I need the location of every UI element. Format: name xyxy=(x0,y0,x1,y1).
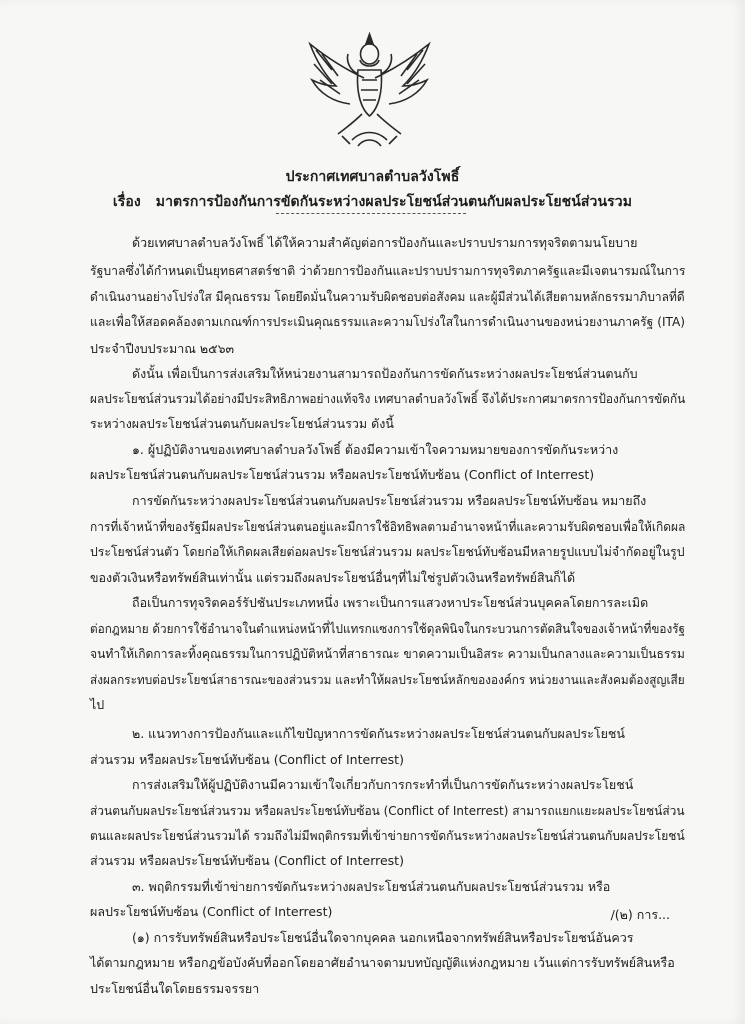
body-line: (๑) การรับทรัพย์สินหรือประโยชน์อื่นใดจากบุคคล นอกเหนือจากทรัพย์สินหรือประโยชน์อันควร xyxy=(132,930,634,945)
body-line: จนทำให้เกิดการละทิ้งคุณธรรมในการปฏิบัติหน้าที่สาธารณะ ขาดความเป็นอิสระ ความเป็นกลางและความเป็นธรรม xyxy=(90,646,685,661)
body-line: ๑. ผู้ปฏิบัติงานของเทศบาลตำบลวังโพธิ์ ต้องมีความเข้าใจความหมายของการขัดกันระหว่าง xyxy=(132,442,619,457)
body-line: ดำเนินงานอย่างโปร่งใส มีคุณธรรม โดยยึดมั่นในความรับผิดชอบต่อสังคม และผู้มีส่วนได้เสียตามหลักธรรมาภิบาลที่ดี xyxy=(90,289,685,304)
body-line: ประโยชน์อื่นใดโดยธรรมจรรยา xyxy=(90,981,260,996)
body-line: ได้ตามกฎหมาย หรือกฎข้อบังคับที่ออกโดยอาศัยอำนาจตามบทบัญญัติแห่งกฎหมาย เว้นแต่การรับทรัพย์สินหรือ xyxy=(90,955,675,970)
body-line: ด้วยเทศบาลตำบลวังโพธิ์ ได้ให้ความสำคัญต่อการป้องกันและปราบปรามการทุจริตตามนโยบาย xyxy=(132,235,638,250)
body-line: ถือเป็นการทุจริตคอร์รัปชันประเภทหนึ่ง เพราะเป็นการแสวงหาประโยชน์ส่วนบุคคลโดยการละเมิด xyxy=(132,595,649,610)
garuda-emblem-icon xyxy=(302,30,437,148)
body-line: ๒. แนวทางการป้องกันและแก้ไขปัญหาการขัดกันระหว่างผลประโยชน์ส่วนตนกับผลประโยชน์ xyxy=(132,726,625,741)
body-line: ส่งผลกระทบต่อประโยชน์สาธารณะของส่วนรวม และทำให้ผลประโยชน์หลักขององค์กร หน่วยงานและสังคมต้องสูญเสีย xyxy=(90,672,685,687)
body-line: ประโยชน์ส่วนตัว โดยก่อให้เกิดผลเสียต่อผลประโยชน์ส่วนรวม ผลประโยชน์ทับซ้อนมีหลายรูปแบบไม่จำกัดอยู่ในรูป xyxy=(90,544,685,559)
body-line: ของตัวเงินหรือทรัพย์สินเท่านั้น แต่รวมถึงผลประโยชน์อื่นๆที่ไม่ใช่รูปตัวเงินหรือทรัพย์สินก็ได้ xyxy=(90,570,576,585)
body-line: ดังนั้น เพื่อเป็นการส่งเสริมให้หน่วยงานสามารถป้องกันการขัดกันระหว่างผลประโยชน์ส่วนตนกับ xyxy=(132,366,638,381)
body-line: ส่วนรวม หรือผลประโยชน์ทับซ้อน (Conflict of Interrest) xyxy=(90,853,404,868)
body-line: ส่วนตนกับผลประโยชน์ส่วนรวม หรือผลประโยชน์ทับซ้อน (Conflict of Interrest) สามารถแยกแยะผลประโยชน์ส่วน xyxy=(90,803,685,818)
body-line: ๓. พฤติกรรมที่เข้าข่ายการขัดกันระหว่างผลประโยชน์ส่วนตนกับผลประโยชน์ส่วนรวม หรือ xyxy=(132,879,611,894)
body-line: ต่อกฎหมาย ด้วยการใช้อำนาจในตำแหน่งหน้าที่ไปแทรกแซงการใช้ดุลพินิจในกระบวนการตัดสินใจของเจ้าหน้าที่ของรัฐ xyxy=(90,621,686,636)
body-line: ตนและผลประโยชน์ส่วนรวมได้ รวมถึงไม่มีพฤติกรรมที่เข้าข่ายการขัดกันระหว่างผลประโยชน์ส่วนตนกับผลประโยชน์ xyxy=(90,828,685,843)
body-line: ผลประโยชน์ส่วนรวมได้อย่างมีประสิทธิภาพอย่างแท้จริง เทศบาลตำบลวังโพธิ์ จึงได้ประกาศมาตรการป้องกันการขัดกัน xyxy=(90,391,686,406)
next-page-marker: /(๒) การ... xyxy=(610,907,670,922)
body-line: และเพื่อให้สอดคล้องตามเกณฑ์การประเมินคุณธรรมและความโปร่งใสในการดำเนินงานของหน่วยงานภาครัฐ (ITA) xyxy=(90,314,686,329)
body-line: ระหว่างผลประโยชน์ส่วนตนกับผลประโยชน์ส่วนรวม ดังนี้ xyxy=(90,416,394,431)
body-line: ไป xyxy=(90,697,105,712)
title-divider xyxy=(276,213,466,214)
body-line: การขัดกันระหว่างผลประโยชน์ส่วนตนกับผลประโยชน์ส่วนรวม หรือผลประโยชน์ทับซ้อน หมายถึง xyxy=(132,493,647,508)
announcement-title: ประกาศเทศบาลตำบลวังโพธิ์ xyxy=(285,169,460,185)
body-line: ส่วนรวม หรือผลประโยชน์ทับซ้อน (Conflict of Interrest) xyxy=(90,752,404,767)
body-line: ประจำปีงบประมาณ ๒๕๖๓ xyxy=(90,341,235,356)
body-line: การส่งเสริมให้ผู้ปฏิบัติงานมีความเข้าใจเกี่ยวกับการกระทำที่เป็นการขัดกันระหว่างผลประโยชน์ xyxy=(132,777,634,792)
announcement-subject: เรื่อง มาตรการป้องกันการขัดกันระหว่างผลประโยชน์ส่วนตนกับผลประโยชน์ส่วนรวม xyxy=(112,194,633,210)
body-line: ผลประโยชน์ส่วนตนกับผลประโยชน์ส่วนรวม หรือผลประโยชน์ทับซ้อน (Conflict of Interrest) xyxy=(90,467,595,482)
body-line: การที่เจ้าหน้าที่ของรัฐมีผลประโยชน์ส่วนตนอยู่และมีการใช้อิทธิพลตามอำนาจหน้าที่และความรับผิดชอบเพื่อให้เกิดผล xyxy=(90,519,686,534)
body-line: ผลประโยชน์ทับซ้อน (Conflict of Interrest) xyxy=(90,904,333,919)
body-line: รัฐบาลซึ่งได้กำหนดเป็นยุทธศาสตร์ชาติ ว่าด้วยการป้องกันและปราบปรามการทุจริตภาครัฐและมีเจตนารมณ์ในการ xyxy=(90,263,686,278)
